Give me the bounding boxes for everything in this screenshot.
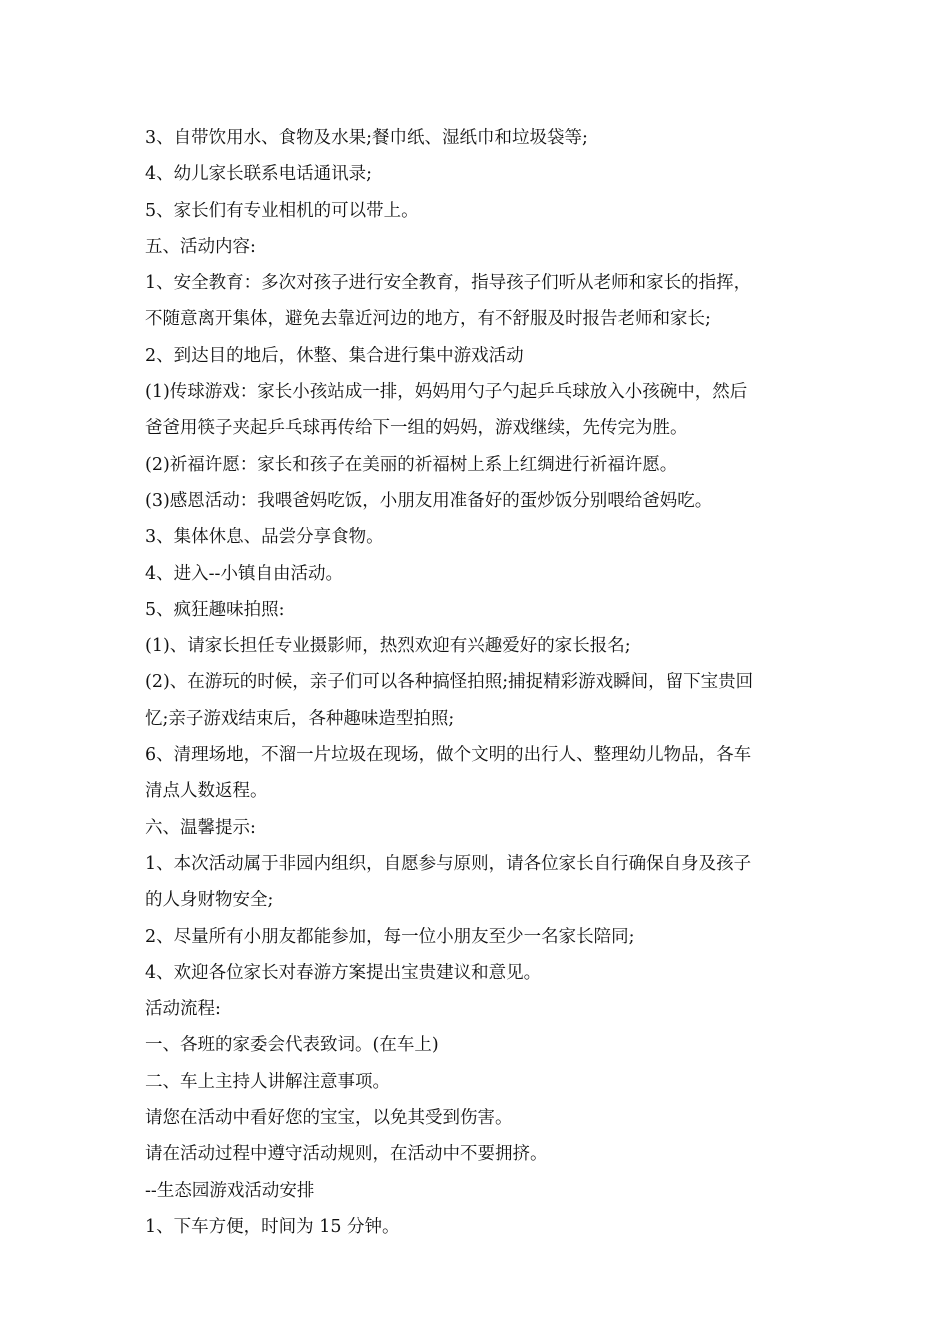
document-body bbox=[145, 120, 810, 1245]
text-line: 1、下车方便，时间为 15 分钟。 bbox=[145, 1216, 400, 1237]
text-line: 5、疯狂趣味拍照: bbox=[145, 599, 285, 620]
text-line: 清点人数返程。 bbox=[145, 781, 268, 802]
text-line: 爸爸用筷子夹起乒乓球再传给下一组的妈妈，游戏继续，先传完为胜。 bbox=[145, 418, 688, 439]
text-line: 请您在活动中看好您的宝宝，以免其受到伤害。 bbox=[145, 1108, 513, 1129]
text-line: 5、家长们有专业相机的可以带上。 bbox=[145, 200, 419, 221]
text-line: (1)传球游戏：家长小孩站成一排，妈妈用勺子勺起乒乓球放入小孩碗中，然后 bbox=[145, 382, 748, 403]
section-heading: 活动流程: bbox=[145, 999, 221, 1020]
text-line: 不随意离开集体，避免去靠近河边的地方，有不舒服及时报告老师和家长; bbox=[145, 309, 711, 330]
text-line: 3、集体休息、品尝分享食物。 bbox=[145, 527, 384, 548]
text-line: (1)、请家长担任专业摄影师，热烈欢迎有兴趣爱好的家长报名; bbox=[145, 636, 631, 657]
text-line: --生态园游戏活动安排 bbox=[145, 1180, 315, 1201]
text-line: 3、自带饮用水、食物及水果;餐巾纸、湿纸巾和垃圾袋等; bbox=[145, 128, 588, 148]
text-line: 6、清理场地，不溜一片垃圾在现场，做个文明的出行人、整理幼儿物品，各车 bbox=[145, 745, 752, 766]
text-line: 4、欢迎各位家长对春游方案提出宝贵建议和意见。 bbox=[145, 962, 542, 983]
text-line: 忆;亲子游戏结束后，各种趣味造型拍照; bbox=[145, 708, 455, 729]
text-line: 2、到达目的地后，休整、集合进行集中游戏活动 bbox=[145, 345, 524, 366]
text-line: 1、安全教育：多次对孩子进行安全教育，指导孩子们听从老师和家长的指挥， bbox=[145, 273, 752, 294]
section-heading: 五、活动内容: bbox=[145, 236, 256, 257]
text-line: 二、车上主持人讲解注意事项。 bbox=[145, 1071, 390, 1092]
text-line: 1、本次活动属于非园内组织，自愿参与原则，请各位家长自行确保自身及孩子 bbox=[145, 853, 752, 874]
text-line: 一、各班的家委会代表致词。(在车上) bbox=[145, 1035, 439, 1056]
section-heading: 六、温馨提示: bbox=[145, 817, 256, 838]
text-line: (2)、在游玩的时候，亲子们可以各种搞怪拍照;捕捉精彩游戏瞬间，留下宝贵回 bbox=[145, 672, 754, 693]
text-line: (3)感恩活动：我喂爸妈吃饭，小朋友用准备好的蛋炒饭分别喂给爸妈吃。 bbox=[145, 490, 713, 511]
text-line: 4、进入--小镇自由活动。 bbox=[145, 563, 343, 584]
text-line: 的人身财物安全; bbox=[145, 890, 274, 911]
text-line: 4、幼儿家长联系电话通讯录; bbox=[145, 164, 373, 185]
text-line: 2、尽量所有小朋友都能参加，每一位小朋友至少一名家长陪同; bbox=[145, 926, 635, 947]
text-line: (2)祈福许愿：家长和孩子在美丽的祈福树上系上红绸进行祈福许愿。 bbox=[145, 454, 678, 475]
text-line: 请在活动过程中遵守活动规则，在活动中不要拥挤。 bbox=[145, 1144, 548, 1165]
